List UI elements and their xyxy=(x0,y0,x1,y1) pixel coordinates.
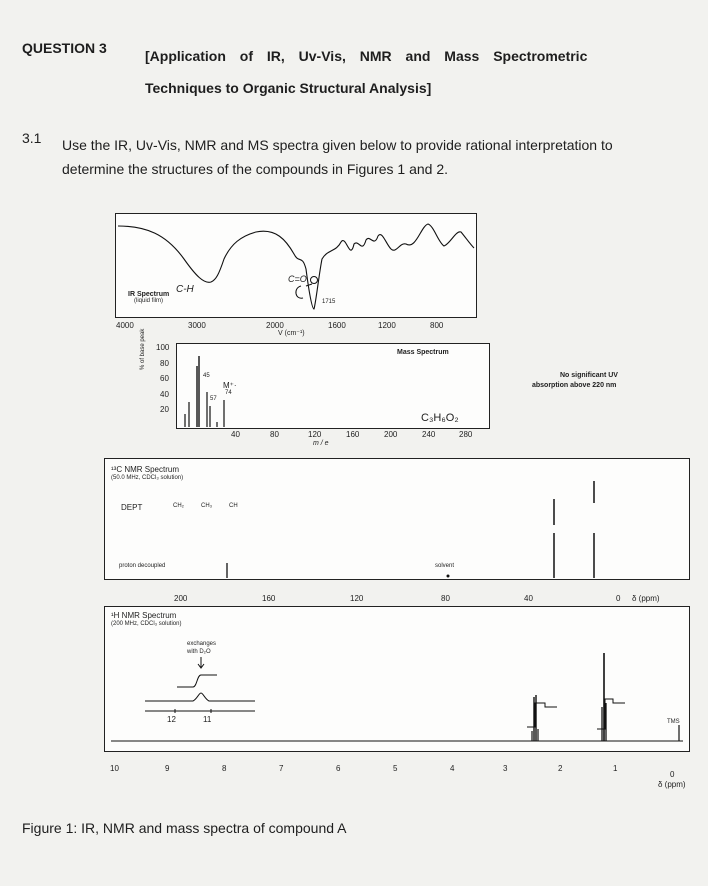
c13-tick: 0 xyxy=(616,594,621,603)
mass-formula: C₃H₆O₂ xyxy=(421,412,459,424)
exchanges-label-line2: with D₂O xyxy=(187,649,211,655)
mass-peak-45: 45 xyxy=(203,373,210,379)
dept-ch: CH xyxy=(229,503,238,509)
h1-axis-unit: δ (ppm) xyxy=(658,780,686,789)
dept-ch3: CH₃ xyxy=(201,503,213,509)
tms-label: TMS xyxy=(667,719,680,725)
ir-handwritten-ch: C-H xyxy=(176,284,194,295)
c13-tick: 80 xyxy=(441,594,450,603)
ir-spectrum-panel xyxy=(115,213,477,318)
h1-tick: 6 xyxy=(336,764,341,773)
figure-caption: Figure 1: IR, NMR and mass spectra of compound A xyxy=(22,820,347,836)
h1-tick: 8 xyxy=(222,764,227,773)
solvent-label: solvent xyxy=(435,563,455,569)
c13-nmr-panel xyxy=(104,458,690,580)
subquestion-number: 3.1 xyxy=(22,130,42,146)
mass-y-tick: 20 xyxy=(160,405,169,414)
ir-tick: 3000 xyxy=(188,321,206,330)
h1-tick: 7 xyxy=(279,764,284,773)
c13-tick: 40 xyxy=(524,594,533,603)
ir-axis-label: V (cm⁻¹) xyxy=(278,330,305,337)
ir-tick: 800 xyxy=(430,321,444,330)
mass-x-label: m / e xyxy=(313,440,329,447)
mass-x-tick: 80 xyxy=(270,430,279,439)
mass-x-tick: 240 xyxy=(422,430,436,439)
h1-title: ¹H NMR Spectrum xyxy=(111,611,177,620)
c13-tick: 120 xyxy=(350,594,364,603)
proton-decoupled-label: proton decoupled xyxy=(119,563,166,569)
c13-subtitle: (50.0 MHz, CDCl₃ solution) xyxy=(111,475,184,481)
mass-x-tick: 200 xyxy=(384,430,398,439)
h1-subtitle: (200 MHz, CDCl₃ solution) xyxy=(111,621,182,627)
c13-title: ¹³C NMR Spectrum xyxy=(111,465,180,474)
mass-molecular-ion-value: 74 xyxy=(225,390,232,396)
c13-tick: 160 xyxy=(262,594,276,603)
ir-handwritten-co: C=O xyxy=(288,274,307,284)
ir-label: IR Spectrum xyxy=(128,291,170,298)
mass-x-tick: 160 xyxy=(346,430,360,439)
h1-nmr-trace xyxy=(105,607,689,751)
h1-tick: 3 xyxy=(503,764,508,773)
h1-tick: 5 xyxy=(393,764,398,773)
c13-tick: 200 xyxy=(174,594,188,603)
h1-tick: 0 xyxy=(670,770,675,779)
c13-axis-unit: δ (ppm) xyxy=(632,594,660,603)
dept-label: DEPT xyxy=(121,503,143,512)
uv-note-line2: absorption above 220 nm xyxy=(532,382,617,389)
mass-title: Mass Spectrum xyxy=(397,349,449,356)
mass-molecular-ion: M⁺· xyxy=(223,381,237,390)
mass-y-tick: 100 xyxy=(156,343,170,352)
h1-tick: 10 xyxy=(110,764,119,773)
subquestion-text: Use the IR, Uv-Vis, NMR and MS spectra given below to provide rational interpretation to determine the structures of the compounds in Figures 1 and 2. xyxy=(62,137,613,177)
question-title-line2: Techniques to Organic Structural Analysis] xyxy=(145,80,432,96)
h1-tick: 1 xyxy=(613,764,618,773)
question-title-line1: [Application of IR, Uv-Vis, NMR and Mass Spectrometric xyxy=(145,48,588,64)
mass-y-tick: 80 xyxy=(160,359,169,368)
h1-tick: 4 xyxy=(450,764,455,773)
h1-tick: 2 xyxy=(558,764,563,773)
mass-x-tick: 120 xyxy=(308,430,322,439)
ir-tick: 4000 xyxy=(116,321,134,330)
ir-tick: 1200 xyxy=(378,321,396,330)
dept-ch2: CH₂ xyxy=(173,503,184,509)
ir-tick: 2000 xyxy=(266,321,284,330)
mass-y-tick: 40 xyxy=(160,390,169,399)
h1-tick: 9 xyxy=(165,764,170,773)
mass-y-tick: 60 xyxy=(160,374,169,383)
ir-spectrum-trace xyxy=(116,214,476,317)
mass-x-tick: 40 xyxy=(231,430,240,439)
c13-nmr-peaks xyxy=(105,459,689,579)
exchanges-label-line1: exchanges xyxy=(187,641,217,647)
h1-nmr-panel xyxy=(104,606,690,752)
mass-spectrum-panel xyxy=(176,343,490,429)
ir-tick: 1600 xyxy=(328,321,346,330)
mass-x-tick: 280 xyxy=(459,430,473,439)
uv-note-line1: No significant UV xyxy=(560,372,618,379)
ir-sublabel: (liquid film) xyxy=(134,298,164,304)
inset-tick-12: 12 xyxy=(167,715,176,724)
question-label: QUESTION 3 xyxy=(22,40,107,56)
mass-peak-57: 57 xyxy=(210,396,217,402)
ir-peak-label: 1715 xyxy=(322,299,336,305)
mass-y-label: % of base peak xyxy=(140,328,146,370)
inset-tick-11: 11 xyxy=(203,715,212,724)
